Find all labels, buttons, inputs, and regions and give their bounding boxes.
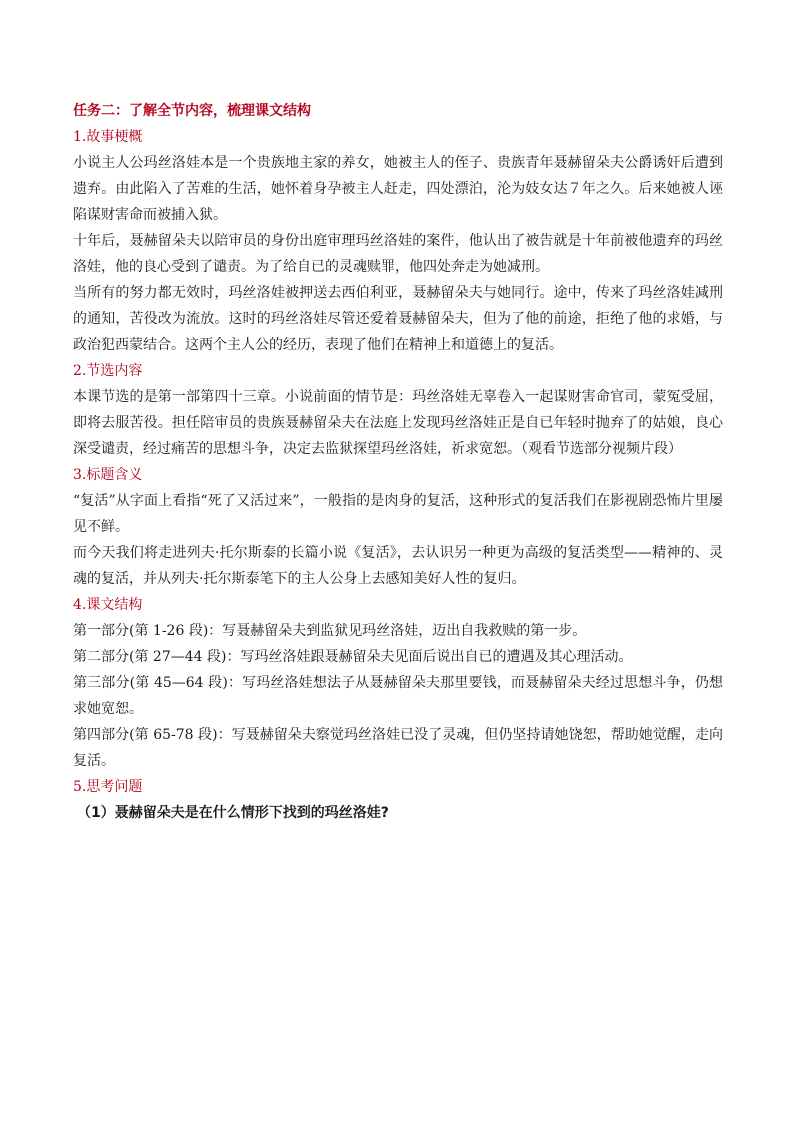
question-1: （1）聂赫留朵夫是在什么情形下找到的玛丝洛娃?	[77, 805, 389, 821]
section-heading-questions: 5.思考问题	[73, 779, 143, 795]
structure-paragraph: 第一部分(第 1-26 段)：写聂赫留朵夫到监狱见玛丝洛娃，迈出自我救赎的第一步。	[73, 623, 587, 639]
title-meaning-paragraph: “复活”从字面上看指“死了又活过来”，一般指的是肉身的复活，这种形式的复活我们在影视剧恐怖片里屡见不鲜。	[73, 493, 723, 535]
section-heading-title-meaning: 3.标题含义	[73, 467, 143, 483]
structure-paragraph: 第二部分(第 27—44 段)：写玛丝洛娃跟聂赫留朵夫见面后说出自已的遭遇及其心理活动。	[73, 649, 633, 665]
title-meaning-paragraph: 而今天我们将走进列夫·托尔斯泰的长篇小说《复活》，去认识另一种更为高级的复活类型——精神的、灵魂的复活，并从列夫·托尔斯泰笔下的主人公身上去感知美好人性的复归。	[73, 545, 723, 587]
task-title: 任务二：了解全节内容，梳理课文结构	[73, 103, 311, 119]
structure-paragraph: 第四部分(第 65-78 段)：写聂赫留朵夫察觉玛丝洛娃已没了灵魂，但仍坚持请她饶恕，帮助她觉醒，走向复活。	[73, 727, 723, 769]
story-summary-paragraph: 小说主人公玛丝洛娃本是一个贵族地主家的养女，她被主人的侄子、贵族青年聂赫留朵夫公爵诱奸后遭到遗弃。由此陷入了苦难的生活，她怀着身孕被主人赶走，四处漂泊，沦为妓女达７年之久。后来她被人诬陷谋财害命而被捕入狱。	[73, 155, 723, 223]
section-heading-structure: 4.课文结构	[73, 597, 143, 613]
document-page	[73, 98, 723, 826]
section-heading-excerpt: 2.节选内容	[73, 363, 143, 379]
story-summary-paragraph: 当所有的努力都无效时，玛丝洛娃被押送去西伯利亚，聂赫留朵夫与她同行。途中，传来了玛丝洛娃减刑的通知，苦役改为流放。这时的玛丝洛娃尽管还爱着聂赫留朵夫，但为了他的前途，拒绝了他的求婚，与政治犯西蒙结合。这两个主人公的经历，表现了他们在精神上和道德上的复活。	[73, 285, 723, 353]
excerpt-paragraph: 本课节选的是第一部第四十三章。小说前面的情节是：玛丝洛娃无辜卷入一起谋财害命官司，蒙冤受屈，即将去服苦役。担任陪审员的贵族聂赫留朵夫在法庭上发现玛丝洛娃正是自已年轻时抛弃了的姑娘，良心深受谴责，经过痛苦的思想斗争，决定去监狱探望玛丝洛娃，祈求宽恕。（观看节选部分视频片段）	[73, 389, 723, 457]
section-heading-story-summary: 1.故事梗概	[73, 129, 143, 145]
story-summary-paragraph: 十年后，聂赫留朵夫以陪审员的身份出庭审理玛丝洛娃的案件，他认出了被告就是十年前被他遗弃的玛丝洛娃，他的良心受到了谴责。为了给自已的灵魂赎罪，他四处奔走为她减刑。	[73, 233, 723, 275]
structure-paragraph: 第三部分(第 45—64 段)：写玛丝洛娃想法子从聂赫留朵夫那里要钱，而聂赫留朵夫经过思想斗争，仍想求她宽恕。	[73, 675, 723, 717]
